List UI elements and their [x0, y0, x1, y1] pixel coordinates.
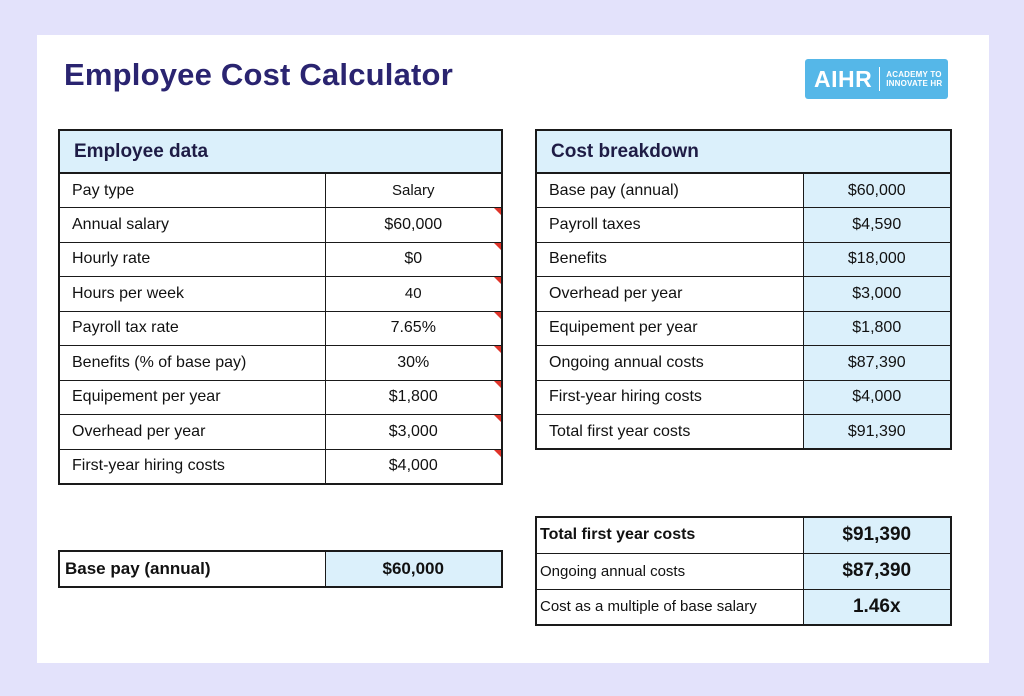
employee-row-equipment: [59, 380, 502, 415]
base-pay-table: [58, 550, 503, 588]
summary-row: [536, 517, 951, 553]
employee-row-label: First-year hiring costs: [59, 449, 325, 484]
input-flag-icon: [494, 312, 501, 319]
summary-row: [536, 589, 951, 625]
summary-row-label: Cost as a multiple of base salary: [536, 589, 803, 625]
cost-row-label: Payroll taxes: [536, 208, 803, 243]
cost-row-label: Total first year costs: [536, 415, 803, 450]
pay-type-input[interactable]: [325, 173, 502, 208]
logo-tagline-line2: INNOVATE HR: [886, 79, 943, 88]
input-flag-icon: [494, 208, 501, 215]
cost-row-label: First-year hiring costs: [536, 380, 803, 415]
employee-row-pay-type: [59, 173, 502, 208]
employee-row-label: Annual salary: [59, 208, 325, 243]
cost-row-value: $87,390: [803, 346, 951, 381]
employee-row-annual-salary: [59, 208, 502, 243]
cost-row-label: Ongoing annual costs: [536, 346, 803, 381]
benefits-input[interactable]: [325, 346, 502, 381]
logo-tagline-line1: ACADEMY TO: [886, 70, 942, 79]
cost-breakdown-heading: Cost breakdown: [536, 130, 951, 173]
employee-row-value: $3,000: [388, 422, 438, 440]
input-flag-icon: [494, 277, 501, 284]
base-pay-label: Base pay (annual): [59, 551, 325, 587]
employee-row-overhead: [59, 415, 502, 450]
employee-row-value: $4,000: [388, 457, 438, 474]
employee-row-label: Overhead per year: [59, 415, 325, 450]
cost-row-value: $91,390: [803, 415, 951, 450]
input-flag-icon: [494, 243, 501, 250]
logo-tagline: [886, 70, 942, 88]
hourly-rate-input[interactable]: [325, 242, 502, 277]
employee-row-label: Benefits (% of base pay): [59, 346, 325, 381]
employee-row-label: Equipement per year: [59, 380, 325, 415]
cost-row-value: $4,000: [803, 380, 951, 415]
overhead-input[interactable]: [325, 415, 502, 450]
input-flag-icon: [494, 415, 501, 422]
cost-row: [536, 277, 951, 312]
employee-row-hourly-rate: [59, 242, 502, 277]
employee-row-hiring-costs: [59, 449, 502, 484]
summary-row-value: $91,390: [803, 517, 951, 553]
cost-row-label: Equipement per year: [536, 311, 803, 346]
cost-row: [536, 346, 951, 381]
equipment-input[interactable]: [325, 380, 502, 415]
cost-row-label: Base pay (annual): [536, 173, 803, 208]
base-pay-value: $60,000: [325, 551, 502, 587]
aihr-logo: [805, 59, 948, 99]
employee-row-label: Hourly rate: [59, 242, 325, 277]
hiring-costs-input[interactable]: [325, 449, 502, 484]
summary-row-label: Total first year costs: [536, 517, 803, 553]
employee-row-benefits: [59, 346, 502, 381]
cost-breakdown-table: [535, 129, 952, 450]
employee-row-hours-per-week: [59, 277, 502, 312]
employee-row-value: 7.65%: [390, 319, 436, 337]
cost-row: [536, 173, 951, 208]
annual-salary-input[interactable]: [325, 208, 502, 243]
cost-row: [536, 311, 951, 346]
summary-row-value: 1.46x: [803, 589, 951, 625]
cost-row-value: $4,590: [803, 208, 951, 243]
calculator-card: [37, 35, 989, 663]
input-flag-icon: [494, 346, 501, 353]
employee-row-value: Salary: [391, 182, 435, 199]
hours-per-week-input[interactable]: [325, 277, 502, 312]
employee-row-value: 30%: [397, 353, 430, 371]
employee-row-value: $60,000: [384, 215, 443, 233]
page-title: Employee Cost Calculator: [64, 57, 453, 92]
cost-row-value: $1,800: [803, 311, 951, 346]
cost-row-value: $18,000: [803, 242, 951, 277]
cost-row-label: Benefits: [536, 242, 803, 277]
employee-row-value: $0: [404, 250, 423, 268]
employee-row-label: Hours per week: [59, 277, 325, 312]
employee-data-heading: Employee data: [59, 130, 502, 173]
employee-data-table: [58, 129, 503, 485]
input-flag-icon: [494, 450, 501, 457]
payroll-tax-rate-input[interactable]: [325, 311, 502, 346]
logo-mark: AIHR: [814, 65, 873, 92]
cost-row-value: $3,000: [803, 277, 951, 312]
summary-row: [536, 553, 951, 589]
cost-row: [536, 208, 951, 243]
employee-row-payroll-tax-rate: [59, 311, 502, 346]
employee-row-value: 40: [404, 285, 422, 303]
input-flag-icon: [494, 381, 501, 388]
cost-row: [536, 242, 951, 277]
cost-row-value: $60,000: [803, 173, 951, 208]
employee-row-label: Pay type: [59, 173, 325, 208]
logo-divider: [879, 67, 880, 91]
base-pay-row: [59, 551, 502, 587]
employee-row-label: Payroll tax rate: [59, 311, 325, 346]
summary-row-label: Ongoing annual costs: [536, 553, 803, 589]
employee-row-value: $1,800: [388, 388, 438, 406]
summary-row-value: $87,390: [803, 553, 951, 589]
cost-row-label: Overhead per year: [536, 277, 803, 312]
cost-row: [536, 380, 951, 415]
summary-table: [535, 516, 952, 626]
cost-row: [536, 415, 951, 450]
